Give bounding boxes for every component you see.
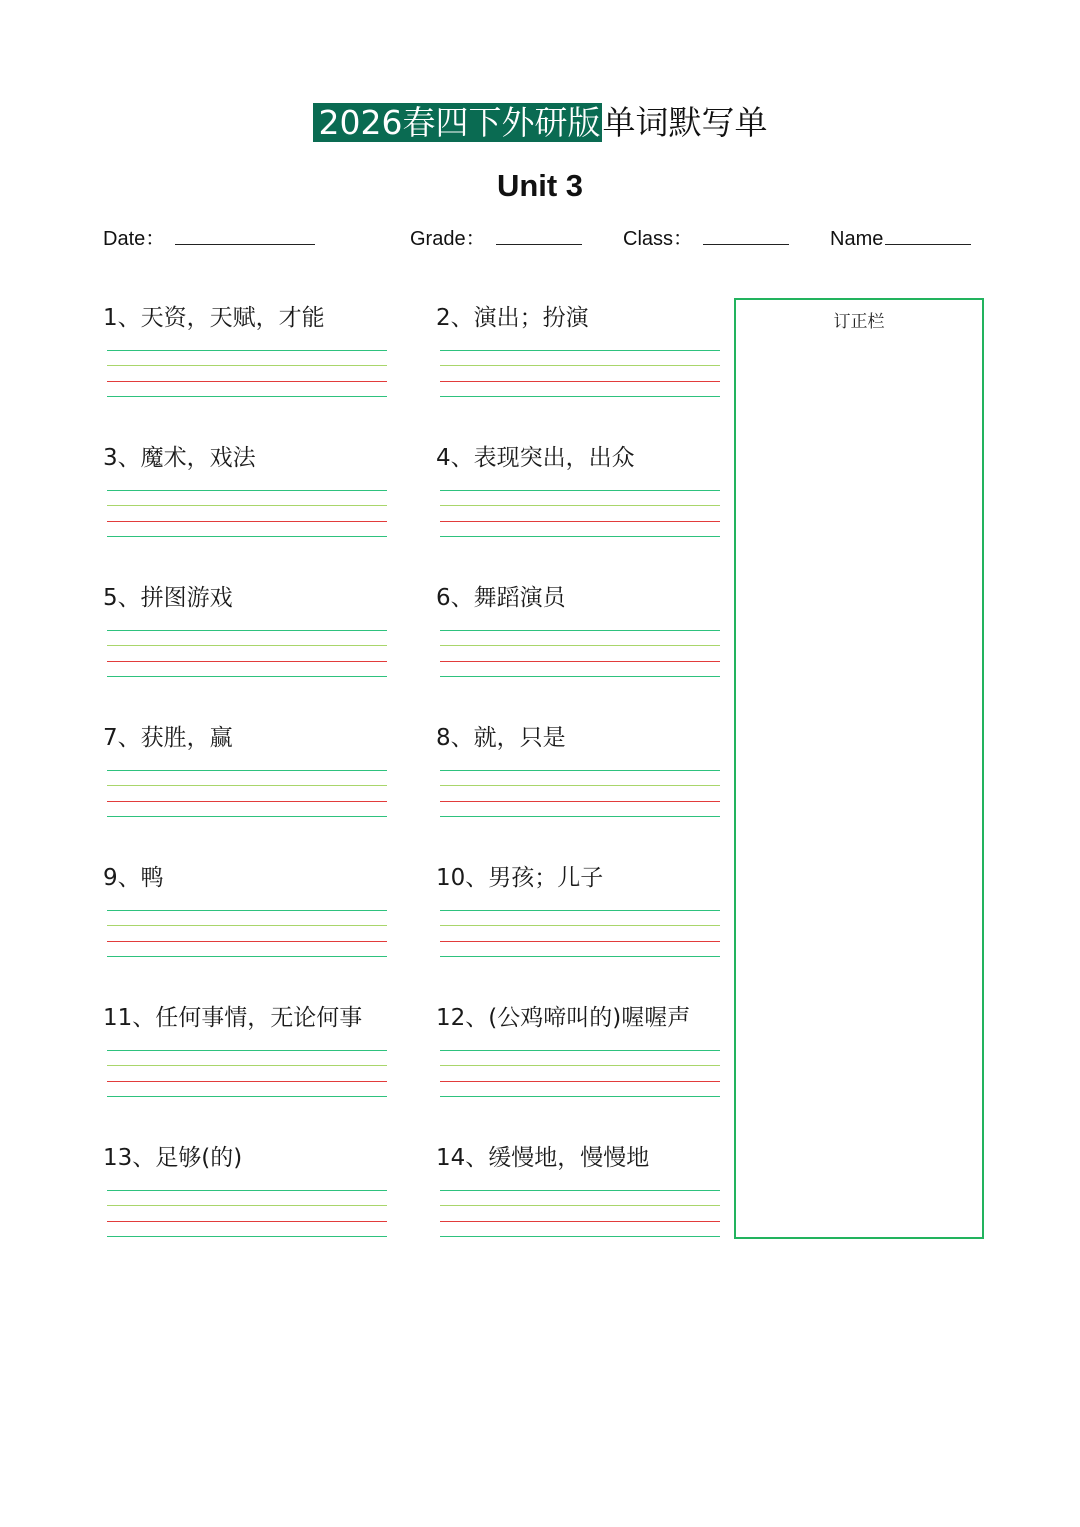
word-prompt: 14、缓慢地，慢慢地 (436, 1145, 650, 1171)
guide-line (107, 801, 387, 802)
guide-line (107, 770, 387, 771)
guide-line (107, 1050, 387, 1051)
guide-line (440, 925, 720, 926)
word-prompt: 6、舞蹈演员 (436, 585, 566, 611)
guide-line (107, 381, 387, 382)
guide-line (107, 956, 387, 957)
guide-line (440, 661, 720, 662)
name-blank (885, 224, 971, 245)
guide-line (107, 521, 387, 522)
word-prompt: 5、拼图游戏 (103, 585, 233, 611)
guide-line (440, 630, 720, 631)
writing-lines[interactable] (107, 770, 387, 820)
correction-label: 订正栏 (833, 312, 885, 332)
writing-lines[interactable] (107, 910, 387, 960)
guide-line (440, 770, 720, 771)
class-field (623, 224, 789, 253)
word-prompt: 8、就，只是 (436, 725, 566, 751)
guide-line (440, 1205, 720, 1206)
guide-line (440, 956, 720, 957)
correction-box (734, 298, 984, 1239)
guide-line (440, 365, 720, 366)
guide-line (107, 630, 387, 631)
guide-line (107, 396, 387, 397)
guide-line (440, 490, 720, 491)
guide-line (440, 1190, 720, 1191)
guide-line (440, 785, 720, 786)
guide-line (107, 645, 387, 646)
guide-line (440, 816, 720, 817)
writing-lines[interactable] (107, 1190, 387, 1240)
word-prompt: 4、表现突出，出众 (436, 445, 635, 471)
writing-lines[interactable] (440, 490, 720, 540)
guide-line (107, 1236, 387, 1237)
guide-line (107, 925, 387, 926)
title-rest: 单词默写单 (602, 103, 768, 142)
word-prompt: 10、男孩；儿子 (436, 865, 604, 891)
writing-lines[interactable] (440, 350, 720, 400)
guide-line (107, 785, 387, 786)
writing-lines[interactable] (440, 1190, 720, 1240)
word-prompt: 12、(公鸡啼叫的)喔喔声 (436, 1005, 691, 1031)
word-prompt: 3、魔术，戏法 (103, 445, 256, 471)
worksheet-title (0, 97, 1080, 149)
guide-line (107, 350, 387, 351)
guide-line (440, 381, 720, 382)
writing-lines[interactable] (440, 910, 720, 960)
guide-line (440, 1221, 720, 1222)
guide-line (107, 365, 387, 366)
guide-line (440, 801, 720, 802)
guide-line (440, 505, 720, 506)
class-blank (703, 224, 789, 245)
guide-line (440, 1050, 720, 1051)
writing-lines[interactable] (107, 490, 387, 540)
guide-line (107, 505, 387, 506)
writing-lines[interactable] (440, 630, 720, 680)
guide-line (440, 676, 720, 677)
writing-lines[interactable] (107, 1050, 387, 1100)
guide-line (107, 1081, 387, 1082)
title-highlight: 2026春四下外研版 (313, 103, 603, 142)
guide-line (440, 910, 720, 911)
guide-line (107, 1190, 387, 1191)
guide-line (440, 521, 720, 522)
date-field (103, 224, 315, 253)
grade-field (410, 224, 582, 253)
guide-line (107, 910, 387, 911)
writing-lines[interactable] (107, 630, 387, 680)
name-label: Name (830, 228, 884, 250)
date-blank (175, 224, 315, 245)
guide-line (440, 536, 720, 537)
date-label: Date： (103, 228, 166, 250)
guide-line (440, 1081, 720, 1082)
word-prompt: 11、任何事情，无论何事 (103, 1005, 363, 1031)
writing-lines[interactable] (440, 1050, 720, 1100)
guide-line (107, 676, 387, 677)
word-prompt: 13、足够(的) (103, 1145, 243, 1171)
guide-line (107, 1205, 387, 1206)
guide-line (107, 1221, 387, 1222)
guide-line (107, 536, 387, 537)
unit-title: Unit 3 (496, 168, 584, 203)
guide-line (440, 1096, 720, 1097)
class-label: Class： (623, 228, 694, 250)
word-prompt: 7、获胜，赢 (103, 725, 233, 751)
name-field (830, 224, 971, 253)
word-prompt: 2、演出；扮演 (436, 305, 589, 331)
guide-line (440, 396, 720, 397)
guide-line (440, 350, 720, 351)
word-prompt: 1、天资，天赋，才能 (103, 305, 325, 331)
grade-blank (496, 224, 582, 245)
guide-line (107, 1096, 387, 1097)
guide-line (440, 645, 720, 646)
guide-line (107, 661, 387, 662)
guide-line (440, 1236, 720, 1237)
guide-line (107, 490, 387, 491)
writing-lines[interactable] (107, 350, 387, 400)
guide-line (440, 1065, 720, 1066)
guide-line (440, 941, 720, 942)
guide-line (107, 816, 387, 817)
word-prompt: 9、鸭 (103, 865, 164, 891)
guide-line (107, 1065, 387, 1066)
guide-line (107, 941, 387, 942)
grade-label: Grade： (410, 228, 486, 250)
writing-lines[interactable] (440, 770, 720, 820)
